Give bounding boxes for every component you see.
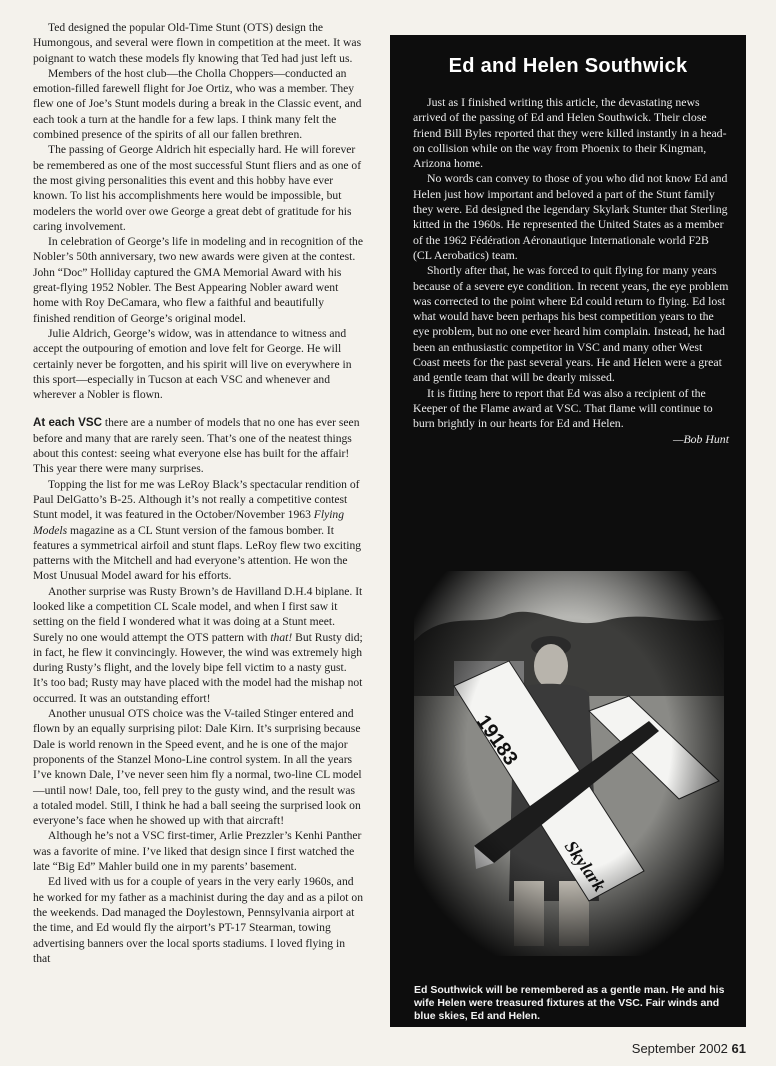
- paragraph-text: But Rusty did; in fact, he flew it convincingly. However, the wind was extremely high during Rusty’s flight, and the lovely bipe fell victim to a nasty gust. It’s too bad; Rusty may have placed with the model had the mishap not occurred. It was an outstanding effort!: [33, 630, 363, 705]
- section-spacer: [33, 402, 363, 415]
- magazine-title: Flying Models: [33, 508, 345, 537]
- paragraph-text: Topping the list for me was LeRoy Black’s spectacular rendition of Paul DelGatto’s B-25. Although it’s not really a competitive contest Stunt model, it was featured in the October/November 1963: [33, 477, 360, 522]
- paragraph: [33, 415, 363, 476]
- paragraph: [33, 477, 363, 584]
- photo-ed-southwick-with-skylark: [414, 571, 724, 956]
- paragraph: [33, 584, 363, 706]
- photo-illustration: [414, 571, 724, 956]
- paragraph: Julie Aldrich, George’s widow, was in attendance to witness and accept the outpouring of emotion and love felt for George. He will certainly never be forgotten, and his spirit will live on everywhere in this sport—especially in Tucson at each VSC and whenever and wherever a Nobler is flown.: [33, 326, 352, 402]
- vignette: [414, 571, 724, 956]
- paragraph: Ed lived with us for a couple of years in the very early 1960s, and he worked for my father as a machinist during the day and as a pilot on the weekends. Dad managed the Doylestown, Pennsylvania airport at the time, and Ed would fly the airport’s PT-17 Stearman, towing advertising banners over the local sports stadiums. I loved flying in that: [33, 875, 364, 965]
- section-lead: At each VSC: [33, 416, 102, 430]
- article-column: [33, 20, 363, 966]
- page-footer: [632, 1041, 746, 1056]
- byline: —Bob Hunt: [672, 431, 729, 446]
- sidebar-paragraph: It is fitting here to report that Ed was also a recipient of the Keeper of the Flame award at VSC. That flame will continue to burn brightly in our hearts for Ed and Helen.: [413, 385, 713, 431]
- sidebar-paragraph: Shortly after that, he was forced to quit flying for many years because of a severe eye condition. In recent years, the eye problem was corrected to the point where Ed could return to flying. Ed lost what would have been perhaps his best competition years to the eye problem, but no one ever heard him complain. Instead, he had been an enthusiastic competitor in VSC and many other West Coast meets for the past several years. He and Helen were a great and gentle team that will be dearly missed.: [413, 263, 729, 385]
- paragraph: In celebration of George’s life in modeling and in recognition of the Nobler’s 50th anniversary, two new awards were given at the contest. John “Doc” Holliday captured the GMA Memorial Award with his great-flying 1952 Nobler. The Best Appearing Nobler award went home with Roy DeCamara, who flew a faithful and beautifully finished rendition of George’s original model.: [33, 235, 363, 325]
- paragraph: Although he’s not a VSC first-timer, Arlie Prezzler’s Kenhi Panther was a favorite of mine. I’ve liked that design since I first watched the late “Big Ed” Mahler build one in my parents’ basement.: [33, 829, 362, 874]
- photo-caption: Ed Southwick will be remembered as a gentle man. He and his wife Helen were treasured fixtures at the VSC. Fair winds and blue skies, Ed and Helen.: [414, 983, 725, 1022]
- issue-date: September 2002: [631, 1041, 728, 1056]
- paragraph-text: there are a number of models that no one has ever seen before and many that are rarely seen. That’s one of the neatest things about this contest: seeing what everyone else has built for the affair! This year there were many surprises.: [33, 416, 360, 476]
- emphasis: that!: [270, 630, 293, 644]
- paragraph: The passing of George Aldrich hit especially hard. He will forever be remembered as one of the most successful Stunt fliers and as one of the most giving personalities this event and this hobby have ever known. To list his accomplishments here would be impossible, but modelers the world over owe George a great debt of gratitude for his caring involvement.: [33, 143, 362, 233]
- paragraph-text: Another surprise was Rusty Brown’s de Havilland D.H.4 biplane. It looked like a competition CL Scale model, and when I first saw it setting on the field I wondered what it was doing at a Stunt meet. Surely no one would attempt the OTS pattern with: [33, 584, 363, 644]
- memorial-sidebar: [390, 35, 746, 1027]
- paragraph: Another unusual OTS choice was the V-tailed Stinger entered and flown by an equally surprising pilot: Dale Kirn. It’s surprising because Dale is world renown in the Speed event, and he is one of the major proponents of the Stanzel Mono-Line control system. In all the years I’ve known Dale, I’ve never seen him fly a normal, two-line CL model—until now! Dale, too, fell prey to the gusty wind, and the result was a totaled model. Still, I think he had a ball seeing the surprised look on everyone’s face when he showed up with that aircraft!: [33, 707, 362, 828]
- paragraph: Members of the host club—the Cholla Choppers—conducted an emotion-filled farewell flight for Joe Ortiz, who was a member. They flew one of Joe’s Stunt models during a break in the Classic event, and each took a turn at the handle for a few laps. I think many felt the combined presence of the spirits of all our fallen brethren.: [33, 66, 362, 142]
- sidebar-paragraph: Just as I finished writing this article, the devastating news arrived of the passing of Ed and Helen Southwick. Their close friend Bill Byles reported that they were killed instantly in a head-on collision while on the way from Phoenix to their Kingman, Arizona home.: [413, 95, 727, 171]
- sidebar-paragraph: No words can convey to those of you who did not know Ed and Helen just how important and beloved a part of the Stunt family they were. Ed designed the legendary Skylark Stunter that Sterling kitted in the 1960s. He represented the United States as a member of the 1962 Fédération Aéronautique Internationale world F2B (CL Aerobatics) team.: [413, 171, 728, 262]
- page-number: 61: [731, 1041, 746, 1056]
- paragraph-text: magazine as a CL Stunt version of the famous bomber. It features a symmetrical airfoil and stunt flaps. LeRoy flew two exciting patterns with the Mitchell and had everyone’s attention. He won the Most Unusual Model award for his efforts.: [33, 523, 362, 583]
- sidebar-body: [413, 95, 729, 447]
- sidebar-title: Ed and Helen Southwick: [448, 55, 688, 77]
- paragraph: Ted designed the popular Old-Time Stunt (OTS) design the Humongous, and several were flown in competition at the meet. It was poignant to watch these models fly knowing that Ted had just left us.: [33, 21, 362, 65]
